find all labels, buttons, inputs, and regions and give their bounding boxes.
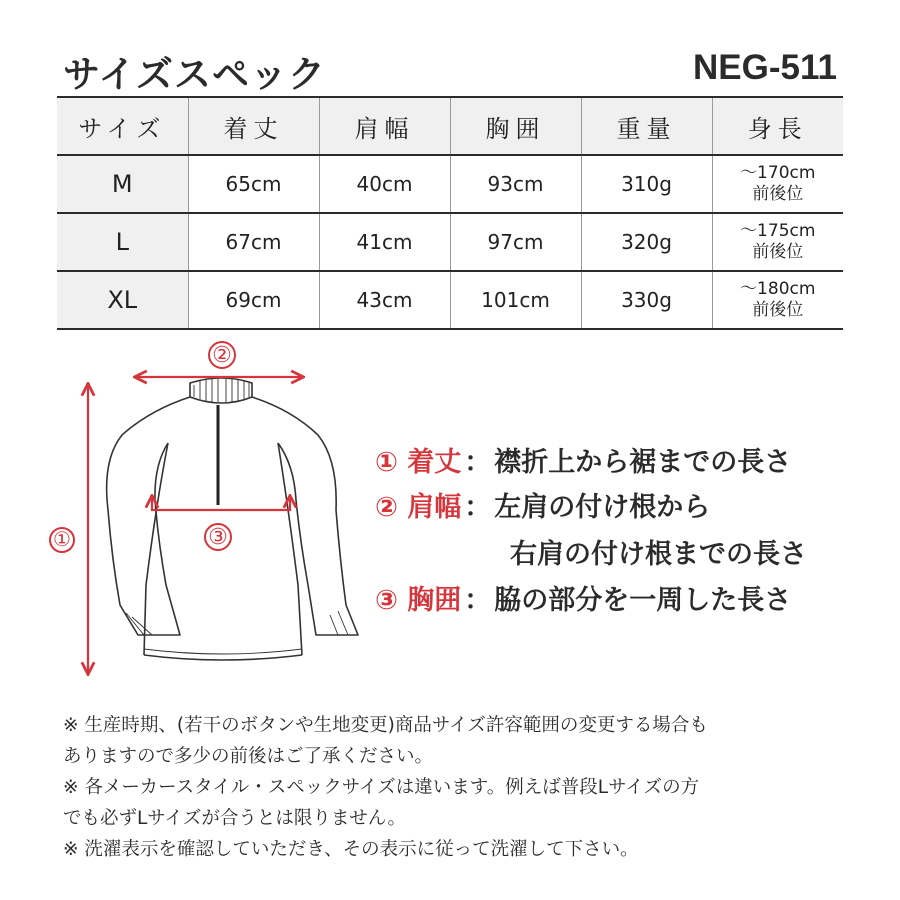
legend-colon: ： — [464, 585, 492, 616]
legend-item-shoulder — [375, 485, 710, 524]
height-note: 前後位 — [752, 300, 804, 320]
legend-num: ② — [375, 492, 398, 523]
legend-term: 肩幅 — [407, 492, 462, 523]
note-line: ※ 生産時期、(若干のボタンや生地変更)商品サイズ許容範囲の変更する場合も — [63, 715, 708, 736]
length-cell: 65cm — [188, 155, 319, 213]
note-line: ※ 洗濯表示を確認していただき、その表示に従って洗濯して下さい。 — [63, 839, 639, 860]
chest-cell: 97cm — [450, 213, 581, 271]
legend-item-chest — [375, 578, 791, 617]
length-cell: 69cm — [188, 271, 319, 329]
size-cell: L — [57, 213, 188, 271]
col-header-weight: 重量 — [581, 97, 712, 155]
chest-cell: 101cm — [450, 271, 581, 329]
length-cell: 67cm — [188, 213, 319, 271]
col-header-height: 身長 — [712, 97, 843, 155]
legend-num: ③ — [375, 585, 398, 616]
col-header-length: 着丈 — [188, 97, 319, 155]
legend-colon: ： — [464, 447, 492, 478]
height-cell — [712, 213, 843, 271]
table-row — [57, 271, 843, 329]
weight-cell: 320g — [581, 213, 712, 271]
size-spec-table — [57, 96, 843, 330]
height-range: ～180cm — [740, 279, 816, 299]
shoulder-cell: 43cm — [319, 271, 450, 329]
note-line: ※ 各メーカースタイル・スペックサイズは違います。例えば普段Lサイズの方 — [63, 777, 700, 798]
table-row — [57, 155, 843, 213]
col-header-shoulder: 肩幅 — [319, 97, 450, 155]
right-cuff — [330, 605, 358, 635]
chest-cell: 93cm — [450, 155, 581, 213]
weight-cell: 310g — [581, 155, 712, 213]
left-sleeve — [107, 397, 190, 635]
marker-2: ② — [212, 343, 232, 368]
notes-section — [63, 710, 853, 865]
weight-cell: 330g — [581, 271, 712, 329]
legend-desc: 左肩の付け根から — [494, 492, 711, 523]
legend-colon: ： — [464, 492, 492, 523]
legend-term: 胸囲 — [407, 585, 462, 616]
table-header-row — [57, 97, 843, 155]
height-note: 前後位 — [752, 184, 804, 204]
marker-1: ① — [53, 527, 71, 551]
table-row — [57, 213, 843, 271]
legend-term: 着丈 — [407, 447, 462, 478]
marker-3: ③ — [208, 525, 228, 550]
legend-item-shoulder-cont — [510, 532, 807, 571]
collar-rib — [194, 379, 249, 402]
hem — [144, 655, 302, 660]
right-sleeve — [252, 397, 358, 635]
shoulder-cell: 41cm — [319, 213, 450, 271]
col-header-chest: 胸囲 — [450, 97, 581, 155]
page-title: サイズスペック — [63, 53, 327, 96]
shoulder-cell: 40cm — [319, 155, 450, 213]
height-cell — [712, 271, 843, 329]
col-header-size: サイズ — [57, 97, 188, 155]
size-cell: XL — [57, 271, 188, 329]
legend-desc-2: 右肩の付け根までの長さ — [510, 539, 807, 570]
collar-shape — [190, 378, 252, 403]
legend-item-length — [375, 440, 791, 479]
height-range: ～170cm — [740, 163, 816, 183]
garment-diagram — [40, 335, 380, 680]
jacket-outline — [107, 378, 358, 660]
height-cell — [712, 155, 843, 213]
chest-arrow — [152, 497, 290, 510]
legend-desc: 襟折上から裾までの長さ — [494, 447, 792, 478]
note-line: ありますので多少の前後はご了承ください。 — [63, 746, 434, 767]
legend-desc: 脇の部分を一周した長さ — [494, 585, 792, 616]
size-cell: M — [57, 155, 188, 213]
product-code: NEG-511 — [693, 48, 837, 87]
height-range: ～175cm — [740, 221, 816, 241]
note-line: でも必ずLサイズが合うとは限りません。 — [63, 808, 406, 829]
hem-rib — [144, 649, 302, 654]
body-right-side — [278, 443, 302, 655]
height-note: 前後位 — [752, 242, 804, 262]
legend-num: ① — [375, 447, 398, 478]
